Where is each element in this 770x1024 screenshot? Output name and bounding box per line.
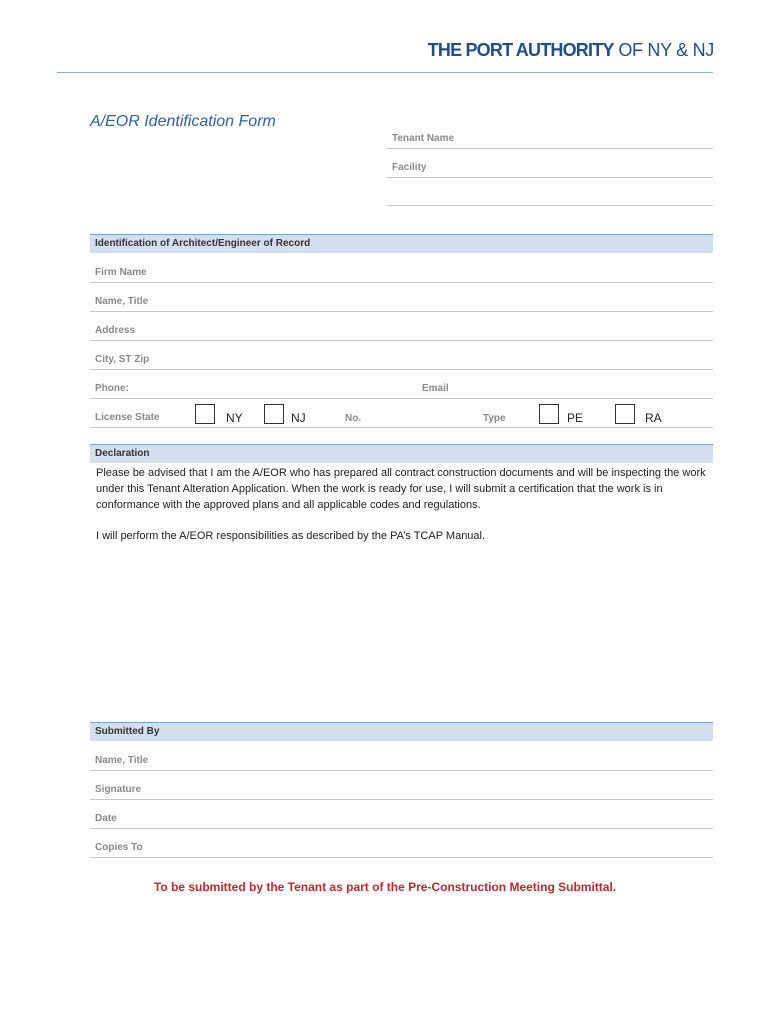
copies-to-label: Copies To: [95, 842, 143, 853]
city-st-zip-label: City, ST Zip: [95, 354, 150, 365]
facility-extra-field[interactable]: [387, 177, 713, 206]
aeor-name-title-field[interactable]: [90, 283, 713, 312]
declaration-paragraph-2: I will perform the A/EOR responsibilities as described by the PA’s TCAP Manual.: [96, 530, 486, 542]
copies-to-field[interactable]: [90, 829, 713, 858]
phone-label: Phone:: [95, 383, 129, 394]
firm-name-label: Firm Name: [95, 267, 147, 278]
license-state-label: License State: [95, 412, 160, 423]
submitter-name-title-field[interactable]: [90, 742, 713, 771]
date-field[interactable]: [90, 800, 713, 829]
pe-checkbox[interactable]: [539, 404, 559, 424]
address-field[interactable]: [90, 312, 713, 341]
pe-option-label: PE: [567, 411, 584, 425]
submitted-by-header: [90, 722, 713, 741]
header-divider: [57, 72, 713, 73]
declaration-title: Declaration: [95, 448, 150, 459]
email-label: Email: [422, 383, 449, 394]
declaration-paragraph-1: Please be advised that I am the A/EOR who has prepared all contract construction documents and will be inspecting the work under this Tenant Alteration Application. When the work is ready for use, I will submit a certification that the work is in conformance with the approved plans and all applicable codes and regulations.: [96, 467, 706, 511]
aeor-name-title-label: Name, Title: [95, 296, 149, 307]
aeor-section-title: Identification of Architect/Engineer of Record: [95, 238, 311, 249]
ra-checkbox[interactable]: [615, 404, 635, 424]
tenant-name-field[interactable]: [387, 120, 713, 149]
nj-option-label: NJ: [291, 411, 306, 425]
address-label: Address: [95, 325, 136, 336]
tenant-name-label: Tenant Name: [392, 133, 455, 144]
submission-note: To be submitted by the Tenant as part of the Pre-Construction Meeting Submittal.: [153, 880, 617, 894]
logo-bold-text: THE PORT AUTHORITY: [427, 40, 614, 60]
logo-regular-text: OF NY & NJ: [618, 40, 714, 60]
signature-label: Signature: [95, 784, 142, 795]
nj-checkbox[interactable]: [264, 404, 284, 424]
signature-field[interactable]: [90, 771, 713, 800]
form-title: A/EOR Identification Form: [90, 113, 276, 130]
ny-option-label: NY: [226, 411, 243, 425]
date-label: Date: [95, 813, 117, 824]
city-st-zip-field[interactable]: [90, 341, 713, 370]
facility-label: Facility: [392, 162, 427, 173]
license-type-label: Type: [483, 413, 506, 424]
firm-name-field[interactable]: [90, 254, 713, 283]
submitter-name-title-label: Name, Title: [95, 755, 149, 766]
license-number-label: No.: [345, 413, 362, 424]
phone-email-row: [90, 370, 713, 399]
submitted-by-title: Submitted By: [95, 726, 160, 737]
facility-field[interactable]: [387, 149, 713, 178]
declaration-header: [90, 444, 713, 463]
ra-option-label: RA: [645, 411, 662, 425]
ny-checkbox[interactable]: [195, 404, 215, 424]
port-authority-logo: [428, 40, 714, 61]
aeor-section-header: [90, 234, 713, 253]
